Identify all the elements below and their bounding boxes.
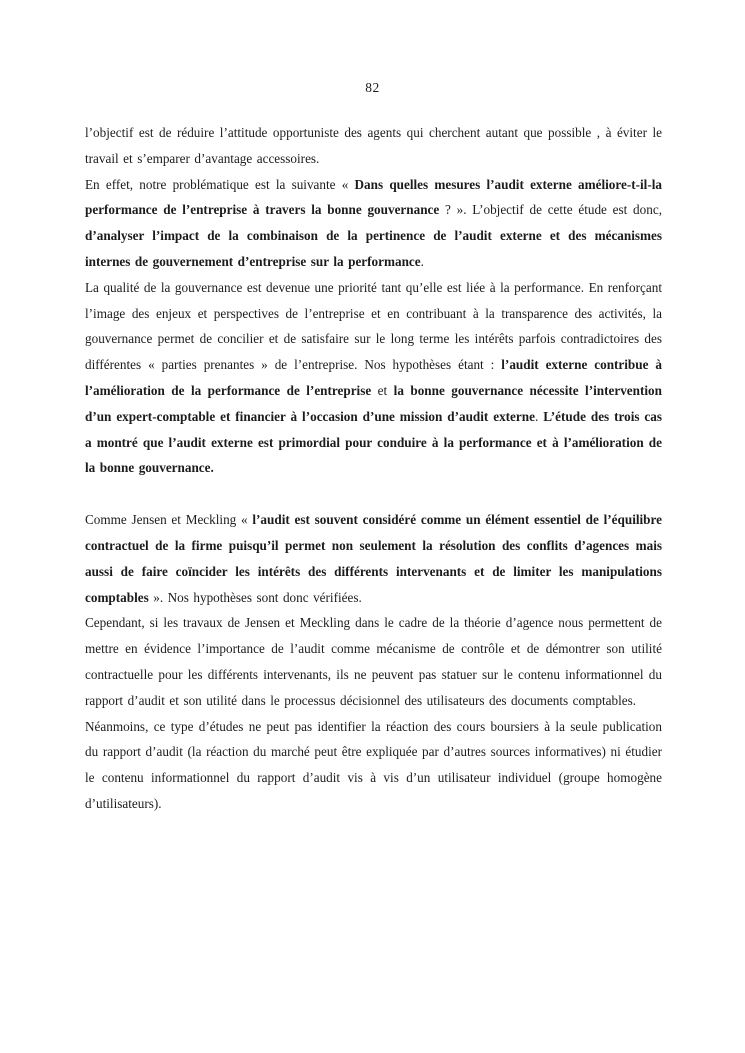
paragraph-jensen-quote [85,507,662,610]
paragraph-neanmoins [85,714,662,817]
text-run-bold: Dans quelles mesures l’audit externe améliore-t-il-la performance de l’entreprise à travers la bonne gouvernance [85,176,662,218]
text-run: Cependant, si les travaux de Jensen et Meckling dans le cadre de la théorie d’agence nous permettent de mettre en évidence l’importance de l’audit comme mécanisme de contrôle et de démontrer son utilité contractuelle pour les différents intervenants, ils ne peuvent pas statuer sur le contenu informationnel du rapport d’audit et son utilité dans le processus décisionnel des utilisateurs des documents comptables. [85,615,662,708]
text-run: et [371,382,394,398]
text-run-bold: l’audit est souvent considéré comme un élément essentiel de l’équilibre contractuel de la firme puisqu’il permet non seulement la résolution des conflits d’agences mais aussi de faire coïncider les intérêts des différents intervenants et de limiter les manipulations comptables [85,512,662,605]
text-run: ? ». L’objectif de cette étude est donc, [439,202,662,218]
text-run: l’objectif est de réduire l’attitude opportuniste des agents qui cherchent autant que possible , à éviter le travail et s’emparer d’avantage accessoires. [85,125,662,166]
text-run: Néanmoins, ce type d’études ne peut pas identifier la réaction des cours boursiers à la seule publication du rapport d’audit (la réaction du marché peut être expliquée par d’autres sources informatives) ni étudier le contenu informationnel du rapport d’audit vis à vis d’un utilisateur individuel (groupe homogène d’utilisateurs). [85,718,662,811]
text-run: Comme Jensen et Meckling « [85,512,253,528]
paragraph-gouvernance [85,275,662,481]
text-run: La qualité de la gouvernance est devenue une priorité tant qu’elle est liée à la performance. En renforçant l’image des enjeux et perspectives de l’entreprise et en contribuant à la transparence des activités, la gouvernance permet de concilier et de satisfaire sur le long terme les intérêts parfois contradictoires des différentes « parties prenantes » de l’entreprise. Nos hypothèses étant : [85,279,662,373]
paragraph-cependant [85,610,662,713]
text-run-bold: d’analyser l’impact de la combinaison de la pertinence de l’audit externe et des mécanismes internes de gouvernement d’entreprise sur la performance [85,228,662,269]
text-run: . [420,253,424,269]
page-number: 82 [365,80,380,95]
text-run: ». Nos hypothèses sont donc vérifiées. [148,589,362,605]
text-run: . [534,408,544,424]
paragraph-objectif [85,120,662,172]
paragraph-problematique [85,172,662,275]
document-body [85,120,662,817]
text-run-bold: L’étude des trois cas a montré que l’audit externe est primordial pour conduire à la performance et à l’amélioration de la bonne gouvernance. [85,408,663,476]
text-run-bold: l’audit externe contribue à l’amélioration de la performance de l’entreprise [85,357,662,398]
text-run: En effet, notre problématique est la suivante « [85,176,355,192]
text-run-bold: la bonne gouvernance nécessite l’intervention d’un expert-comptable et financier à l’occasion d’une mission d’audit externe [85,382,662,424]
